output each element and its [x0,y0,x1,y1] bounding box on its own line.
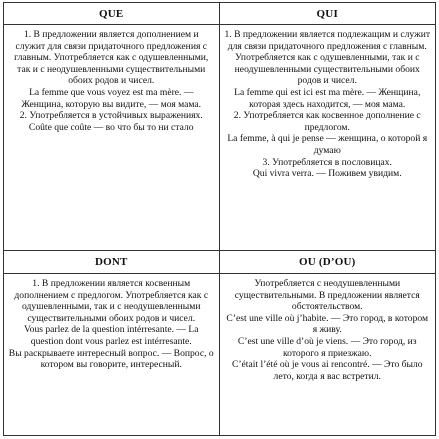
header-que: QUE [4,3,220,25]
cell-qui [220,25,436,251]
que-rule-2: 2. Употребляется в устойчивых выражениях. [19,110,203,122]
qui-example-2: La femme, à qui je pense — женщина, о которой я думаю [227,133,428,156]
relative-pronoun-table [3,2,436,436]
header-ou: OU (D’OU) [220,251,436,274]
cell-ou [220,274,436,435]
dont-example-1: Vous parlez de la question intérresante. — La question dont vous parlez est intérresante. [23,324,199,347]
ou-rule-1: Употребляется с неодушевленными существительными. В предложении является обстоятельством. [234,278,420,313]
qui-rule-3: 3. Употребляется в пословицах. [262,156,392,168]
dont-rule-1: 1. В предложении является косвенным дополнением с предлогом. Употребляется как с одушевленными, так и с неодушевленными существительными обоих родов и чисел. [14,278,209,324]
qui-rule-1: 1. В предложении является подлежащим и служит для связи придаточного предложения с главным. Употребляется как с одушевленными, так и с неодушевленными существительными обоих родов и чисел. [224,29,431,87]
ou-example-3: C’était l’été où je vous ai rencontré. — Это было лето, когда я вас встретил. [231,359,423,382]
ou-example-1: C’est une ville où j’habite. — Это город, в котором я живу. [226,312,429,336]
ou-example-2: C’est une ville d’où je viens. — Это город, из которого я приезжаю. [237,335,417,359]
cell-dont [4,274,220,435]
que-rule-1: 1. В предложении является дополнением и служит для связи придаточного предложения с главным. Употребляется как с одушевленными, так и с неодушевленными существительными обоих родов и чисел. [14,29,209,87]
dont-example-2: Вы раскрываете интересный вопрос. — Вопрос, о котором вы говорите, интересный. [8,347,214,371]
qui-example-1: La femme qui est ici est ma mère. — Женщина, которая здесь находится, — моя мама. [234,86,421,110]
qui-rule-2: 2. Употребляется как косвенное дополнение с предлогом. [233,110,421,133]
qui-example-3: Qui vivra verra. — Поживем увидим. [252,168,402,180]
header-qui: QUI [220,3,436,25]
cell-que [4,25,220,251]
que-example-2: Coûte que coûte — во что бы то ни стало [28,121,194,133]
que-example-1: La femme que vous voyez est ma mère. — Женщина, которую вы видите, — моя мама. [21,86,202,110]
header-dont: DONT [4,251,220,274]
